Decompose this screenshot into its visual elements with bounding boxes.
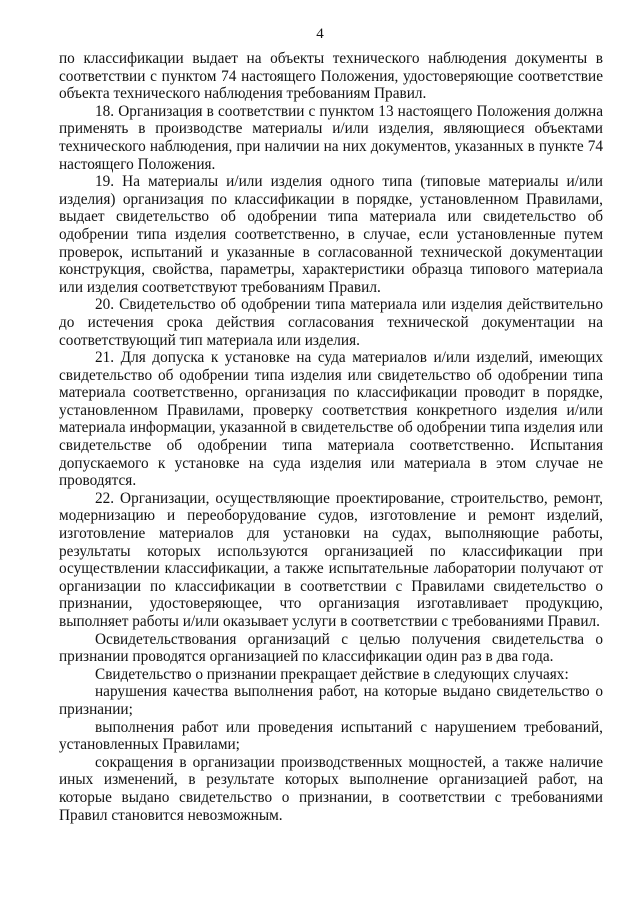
termination-case-quality: нарушения качества выполнения работ, на которые выдано свидетельство о признании; [59,683,603,718]
paragraph-21: 21. Для допуска к установке на суда материалов и/или изделий, имеющих свидетельство об одобрении типа изделия или свидетельство об одобрении типа материала соответственно, организация по классификации проводит в порядке, установленном Правилами, проверку соответствия конкретного изделия и/или материала информации, указанной в свидетельстве об одобрении типа изделия или свидетельстве об одобрении типа материала соответственно. Испытания допускаемого к установке на суда изделия или материала в этом случае не проводятся. [59,349,603,490]
paragraph-22-termination-intro: Свидетельство о признании прекращает действие в следующих случаях: [95,665,569,683]
paragraph-20: 20. Свидетельство об одобрении типа материала или изделия действительно до истечения срока действия согласования технической документации на соответствующий тип материала или изделия. [59,296,603,349]
paragraph-22-inspection: Освидетельствования организаций с целью получения свидетельства о признании проводятся организацией по классификации один раз в два года. [59,630,603,666]
page-number: 4 [316,26,324,42]
paragraph-18: 18. Организация в соответствии с пунктом 13 настоящего Положения должна применять в производстве материалы и/или изделия, являющиеся объектами технического наблюдения, при наличии на них документов, указанных в пункте 74 настоящего Положения. [59,102,603,173]
termination-case-violations: выполнения работ или проведения испытаний с нарушением требований, установленных Правилами; [59,718,603,754]
paragraph-continuation: по классификации выдает на объекты технического наблюдения документы в соответствии с пунктом 74 настоящего Положения, удостоверяющие соответствие объекта технического наблюдения требованиям Правил. [59,50,603,103]
document-body [59,50,603,824]
termination-case-capacity: сокращения в организации производственных мощностей, а также наличие иных изменений, в результате которых выполнение организацией работ, на которые выдано свидетельство о признании, в соответствии с требованиями Правил становится невозможным. [59,753,603,824]
paragraph-19: 19. На материалы и/или изделия одного типа (типовые материалы и/или изделия) организация по классификации в порядке, установленном Правилами, выдает свидетельство об одобрении типа материала или свидетельство об одобрении типа изделия соответственно, в случае, если установленные путем проверок, испытаний и указанные в согласованной технической документации конструкция, свойства, параметры, характеристики образца типового материала или изделия соответствуют требованиям Правил. [59,173,603,296]
paragraph-22: 22. Организации, осуществляющие проектирование, строительство, ремонт, модернизацию и переоборудование судов, изготовление и ремонт изделий, изготовление материалов для установки на судах, выполняющие работы, результаты которых используются организацией по классификации при осуществлении классификации, а также испытательные лаборатории получают от организации по классификации в соответствии с Правилами свидетельство о признании, удостоверяющее, что организация изготавливает продукцию, выполняет работы и/или оказывает услуги в соответствии с требованиями Правил. [59,489,603,630]
